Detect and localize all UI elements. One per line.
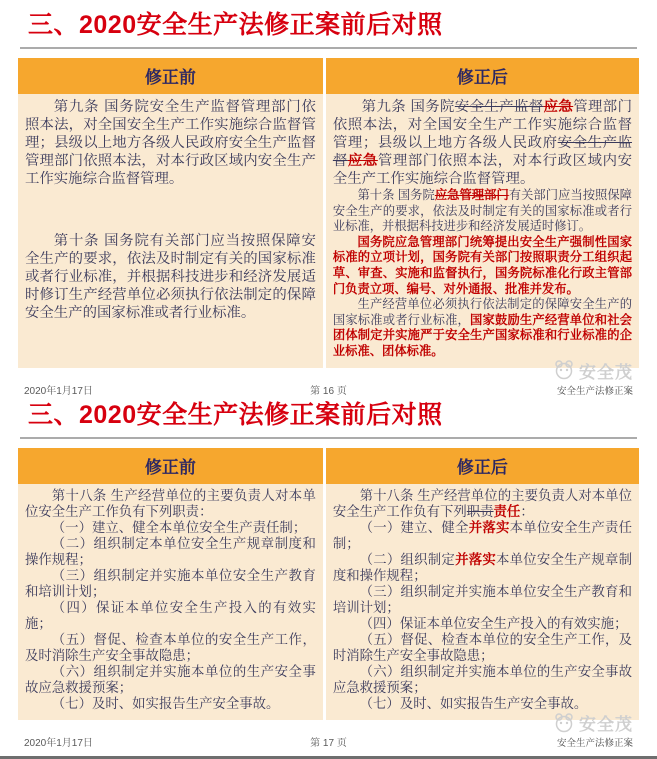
table-header-row xyxy=(18,448,639,484)
paragraph xyxy=(25,568,316,600)
paragraph xyxy=(333,664,632,696)
slide-footer xyxy=(24,715,633,749)
footer-right xyxy=(430,715,633,749)
paragraph xyxy=(25,98,316,188)
text-run: （五）督促、检查本单位的安全生产工作，及时消除生产安全事故隐患； xyxy=(25,632,316,663)
text-run-strike: 安全生产监督 xyxy=(332,135,632,169)
brand-logo-row xyxy=(552,358,633,383)
text-run-red: 国务院应急管理部门统筹提出安全生产强制性国家标准的立项计划，国务院有关部门按照职责分工组织起草、审查、实施和监督执行，国务院标准化行政主管部门负责立项、编号、对外通报、批准并发布。 xyxy=(332,234,632,296)
text-run: （五）督促、检查本单位的安全生产工作，及时消除生产安全事故隐患； xyxy=(332,632,632,663)
text-run: （六）组织制定并实施本单位的生产安全事故应急救援预案； xyxy=(332,664,632,695)
table-header-after: 修正后 xyxy=(326,58,639,94)
paragraph xyxy=(25,664,316,696)
text-run: 管理部门依照本法，对全国安全生产工作实施综合监督管理；县级以上地方各级人民政府 xyxy=(332,99,632,151)
text-run: 第九条 国务院安全生产监督管理部门依照本法，对全国安全生产工作实施综合监督管理；县级以上地方各级人民政府安全生产监督管理部门依照本法，对本行政区域内安全生产工作实施综合监督管理。 xyxy=(25,99,316,187)
footer-date: 2020年1月17日 xyxy=(24,738,93,749)
text-run: 管理部门依照本法，对本行政区域内安全生产工作实施综合监督管理。 xyxy=(332,153,632,187)
text-run: ： xyxy=(520,504,534,519)
text-run-red: 并落实 xyxy=(455,552,496,567)
text-run: 本单位安全生产责任制； xyxy=(332,520,633,551)
brand-watermark xyxy=(430,710,633,749)
brand-logo-text: 安全茂 xyxy=(579,715,633,734)
footer-date: 2020年1月17日 xyxy=(24,385,93,397)
paragraph xyxy=(25,600,316,632)
text-run: （一）建立、健全本单位安全生产责任制； xyxy=(51,520,307,535)
paragraph xyxy=(25,232,316,322)
footer-doc-title: 安全生产法修正案 xyxy=(556,385,633,397)
paragraph xyxy=(333,488,632,520)
paragraph xyxy=(333,188,632,235)
text-run-red: 并落实 xyxy=(468,520,510,535)
paragraph xyxy=(25,488,316,520)
text-run: （二）组织制定本单位安全生产规章制度和操作规程； xyxy=(25,536,316,567)
slide-page-17 xyxy=(0,390,657,756)
before-column xyxy=(18,94,323,368)
paragraph xyxy=(333,552,632,584)
paragraph xyxy=(333,616,632,632)
text-run: （七）及时、如实报告生产安全事故。 xyxy=(51,696,280,711)
text-run: （一）建立、健全 xyxy=(359,520,469,535)
paragraph xyxy=(25,536,316,568)
brand-logo-text: 安全茂 xyxy=(579,362,633,382)
text-run: （四）保证本单位安全生产投入的有效实施； xyxy=(359,616,628,631)
text-run: 第十条 国务院 xyxy=(357,188,435,202)
text-run: 有关部门应当按照保障安全生产的要求，依法及时制定有关的国家标准或者行业标准，并根据科技进步和经济发展适时修订。 xyxy=(332,188,632,234)
paragraph xyxy=(25,520,316,536)
text-run: （四）保证本单位安全生产投入的有效实施； xyxy=(25,600,316,631)
paragraph xyxy=(25,696,316,712)
table-header-row xyxy=(18,58,639,94)
text-run-redstrike: 应急 xyxy=(543,99,574,115)
text-run-strike: 安全生产监督 xyxy=(454,99,544,115)
text-run-strike: 职责 xyxy=(466,504,494,519)
paragraph xyxy=(333,235,632,297)
paragraph xyxy=(333,98,632,188)
table-header-before: 修正前 xyxy=(18,448,323,484)
panda-logo-icon xyxy=(552,713,576,733)
slide-title: 三、2020安全生产法修正案前后对照 xyxy=(28,401,443,429)
table-header-before: 修正前 xyxy=(18,58,323,94)
brand-logo-row xyxy=(552,710,633,735)
slide-title: 三、2020安全生产法修正案前后对照 xyxy=(28,11,443,39)
paragraph xyxy=(333,520,632,552)
footer-doc-title: 安全生产法修正案 xyxy=(556,738,633,749)
text-run-red: 责任 xyxy=(493,504,521,519)
text-run: 第九条 国务院 xyxy=(361,99,455,115)
text-run: 第十八条 生产经营单位的主要负责人对本单位安全生产工作负有下列 xyxy=(332,488,632,519)
panda-logo-icon xyxy=(552,360,576,380)
table-body-row xyxy=(18,94,639,368)
text-run: 生产经营单位必须执行依法制定的保障安全生产的国家标准或者行业标准， xyxy=(332,297,632,327)
paragraph xyxy=(25,632,316,664)
table-header-after: 修正后 xyxy=(326,448,639,484)
paragraph xyxy=(333,297,632,359)
paragraph xyxy=(333,584,632,616)
title-divider xyxy=(20,47,637,49)
paragraph xyxy=(333,632,632,664)
before-column xyxy=(18,484,323,720)
title-divider xyxy=(20,437,637,439)
text-run: （七）及时、如实报告生产安全事故。 xyxy=(359,696,588,711)
after-column xyxy=(326,94,639,368)
table-body-row xyxy=(18,484,639,720)
text-run: （三）组织制定并实施本单位安全生产教育和培训计划； xyxy=(25,568,316,599)
text-run: 第十八条 生产经营单位的主要负责人对本单位安全生产工作负有下列职责： xyxy=(25,488,316,519)
after-column xyxy=(326,484,639,720)
footer-page-number: 第 17 页 xyxy=(310,738,347,749)
text-run-redstrike: 应急 xyxy=(347,153,378,169)
text-run: （二）组织制定 xyxy=(359,552,456,567)
text-run: 第十条 国务院有关部门应当按照保障安全生产的要求，依法及时制定有关的国家标准或者行业标准，并根据科技进步和经济发展适时修订生产经营单位必须执行依法制定的保障安全生产的国家标准或者行业标准。 xyxy=(25,233,316,321)
footer-page-number: 第 16 页 xyxy=(310,385,347,397)
text-run: 本单位安全生产规章制度和操作规程； xyxy=(332,552,633,583)
text-run-redstrike: 应急管理部门 xyxy=(434,188,509,202)
comparison-table xyxy=(18,58,639,368)
text-run-red: 国家鼓励生产经营单位和社会团体制定并实施严于安全生产国家标准和行业标准的企业标准、团体标准。 xyxy=(332,312,632,358)
text-run: （三）组织制定并实施本单位安全生产教育和培训计划； xyxy=(332,584,632,615)
comparison-table xyxy=(18,448,639,720)
text-run: （六）组织制定并实施本单位的生产安全事故应急救援预案； xyxy=(25,664,316,695)
